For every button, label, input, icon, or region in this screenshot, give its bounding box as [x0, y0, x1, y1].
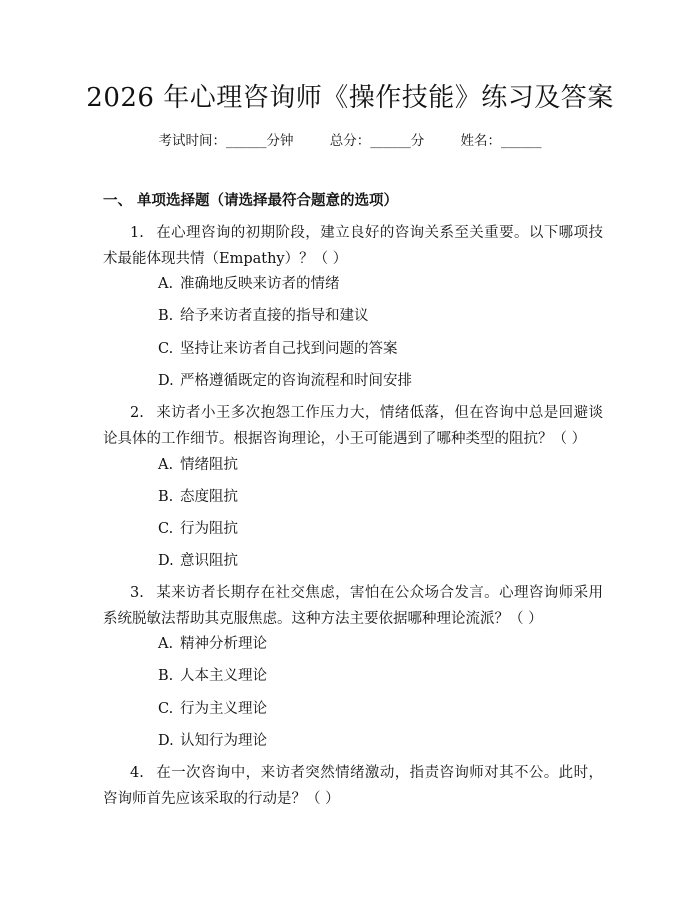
option-text: 人本主义理论	[180, 668, 267, 684]
question-1-option-c	[158, 338, 398, 360]
option-letter: A.	[158, 636, 174, 652]
question-1-option-a	[158, 273, 340, 295]
question-3-option-a	[158, 633, 267, 655]
question-text: 来访者小王多次抱怨工作压力大，情绪低落，但在咨询中总是回避谈论具体的工作细节。根据咨询理论，小王可能遇到了哪种类型的阻抗？（ ）	[103, 405, 603, 447]
option-letter: A.	[158, 457, 174, 473]
section-title: 单项选择题（请选择最符合题意的选项）	[137, 192, 398, 209]
exam-time-field: 考试时间：______分钟	[158, 133, 294, 149]
question-text: 在心理咨询的初期阶段，建立良好的咨询关系至关重要。以下哪项技术最能体现共情（Empathy）？（ ）	[103, 225, 603, 267]
option-letter: C.	[158, 341, 174, 357]
question-2-option-a	[158, 454, 238, 476]
student-name-field: 姓名：______	[460, 133, 542, 149]
question-2-option-b	[158, 486, 238, 508]
question-2-option-d	[158, 550, 238, 572]
option-letter: C.	[158, 701, 174, 717]
question-1-option-b	[158, 305, 369, 327]
question-1-option-d	[158, 370, 412, 392]
option-text: 给予来访者直接的指导和建议	[180, 308, 369, 324]
option-text: 认知行为理论	[180, 733, 267, 749]
question-2	[103, 400, 603, 452]
question-number: 1.	[130, 225, 144, 241]
question-4	[103, 760, 603, 812]
question-3	[103, 580, 603, 632]
question-number: 3.	[130, 585, 144, 601]
option-letter: B.	[158, 308, 174, 324]
question-1	[103, 220, 603, 272]
option-text: 行为主义理论	[180, 701, 267, 717]
option-letter: D.	[158, 553, 174, 569]
option-letter: A.	[158, 276, 174, 292]
option-text: 情绪阻抗	[180, 457, 238, 473]
option-letter: C.	[158, 521, 174, 537]
question-3-option-d	[158, 730, 267, 752]
option-text: 意识阻抗	[180, 553, 238, 569]
section-number: 一、	[103, 192, 132, 209]
question-3-option-b	[158, 665, 267, 687]
option-text: 态度阻抗	[180, 489, 238, 505]
document-title: 2026 年心理咨询师《操作技能》练习及答案	[86, 83, 614, 113]
option-letter: D.	[158, 733, 174, 749]
option-text: 准确地反映来访者的情绪	[180, 276, 340, 292]
question-number: 4.	[130, 765, 144, 781]
option-letter: D.	[158, 373, 174, 389]
exam-info-line	[0, 130, 700, 152]
question-2-option-c	[158, 518, 238, 540]
option-text: 严格遵循既定的咨询流程和时间安排	[180, 373, 412, 389]
question-number: 2.	[130, 405, 144, 421]
question-3-option-c	[158, 698, 267, 720]
option-letter: B.	[158, 668, 174, 684]
option-text: 坚持让来访者自己找到问题的答案	[180, 341, 398, 357]
question-text: 在一次咨询中，来访者突然情绪激动，指责咨询师对其不公。此时，咨询师首先应该采取的行动是？（ ）	[103, 765, 603, 807]
total-score-field: 总分：______分	[329, 133, 425, 149]
section-heading	[103, 190, 398, 212]
option-text: 精神分析理论	[180, 636, 267, 652]
option-text: 行为阻抗	[180, 521, 238, 537]
question-text: 某来访者长期存在社交焦虑，害怕在公众场合发言。心理咨询师采用系统脱敏法帮助其克服焦虑。这种方法主要依据哪种理论流派？（ ）	[103, 585, 603, 627]
option-letter: B.	[158, 489, 174, 505]
